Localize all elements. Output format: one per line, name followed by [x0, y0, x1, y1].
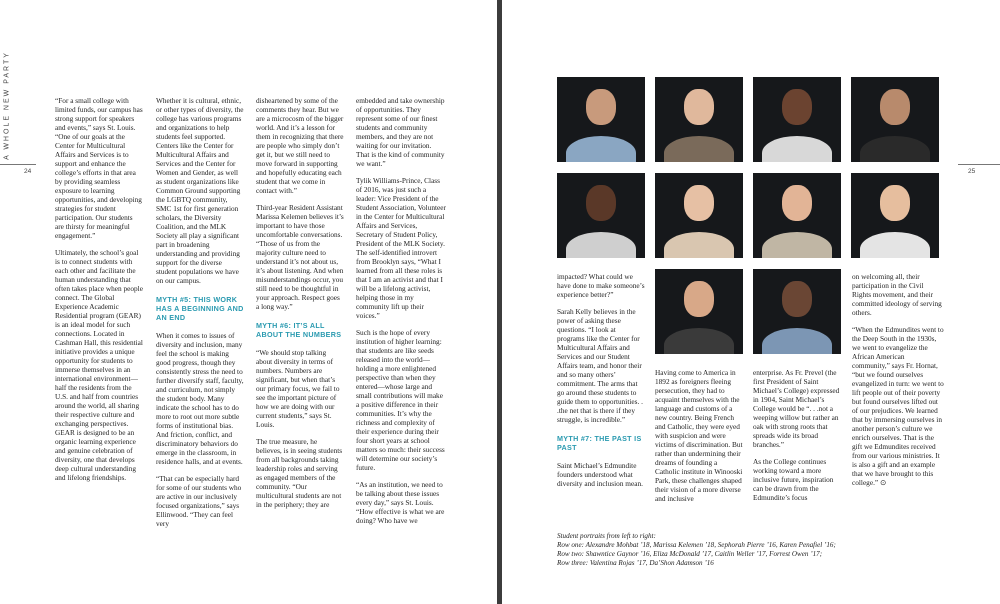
page-rule [958, 164, 1000, 165]
paragraph: disheartened by some of the comments they hear. But we are a microcosm of the bigger world. And it’s a lesson for them in recognizing that there are people who simply don’t get it, but we still need to move forward in supporting and hopefully educating each student that we come in contact with.” [256, 96, 344, 195]
student-portrait [753, 173, 841, 258]
text-column-4 [356, 96, 446, 533]
paragraph: embedded and take ownership of opportunities. They represent some of our finest students and community members, and they are not waiting for our invitation. That is the kind of community we want.” [356, 96, 445, 168]
paragraph: “That can be especially hard for some of our students who are active in our inclusively focused organizations,” says Ellinwood. “They can feel very [156, 474, 242, 528]
page-number: 24 [24, 168, 32, 175]
section-heading: MYTH #7: THE PAST IS PAST [557, 434, 642, 452]
running-title: A WHOLE NEW PARTY [3, 51, 11, 160]
paragraph: The true measure, he believes, is in seeing students from all backgrounds taking leadership roles and serving as engaged members of the community. “Our multicultural students are not in the periphery; they are [256, 437, 343, 509]
paragraph: Third-year Resident Assistant Marissa Kelemen believes it’s important to have those uncomfortable conversations. “Those of us from the majority culture need to understand it’s not about us, it’s about listening. And when misunderstandings occur, you still need to be thoughtful in your approach. Respect goes a long way.” [256, 203, 344, 311]
paragraph: Sarah Kelly believes in the power of asking these questions. “I look at programs like the Center for Multicultural Affairs and Services and our Student Affairs team, and honor their and so many others’ commitment. The arms that go around these students to guide them to opportunities. . .the net that is there if they struggle, is incredible.” [557, 307, 643, 424]
caption-line: Row one: Alexandre Mohbat ’18, Marissa Kelemen ’18, Sephorah Pierre ’16, Karen Penafiel ’16; [557, 541, 836, 549]
caption-line: Row three: Valentina Rojas ’17, Da’Shon Adamson ’16 [557, 559, 714, 567]
student-portrait [557, 173, 645, 258]
paragraph: Whether it is cultural, ethnic, or other types of diversity, the college has various programs and organizations to help students feel supported. Centers like the Center for Multicultural Affairs and Services and the Center for Women and Gender, as well as student organizations like Common Ground supporting the LGBTQ community, SMC 1st for first generation scholars, the Diversity Coalition, and the MLK Society all play a significant part in broadening understanding and providing support for the diverse student populations we have on our campus. [156, 96, 244, 285]
caption-line: Student portraits from left to right: [557, 532, 656, 540]
text-column-b [655, 368, 743, 511]
student-portrait [655, 269, 743, 354]
paragraph: “As an institution, we need to be talking about these issues every day,” says St. Louis. “How effective is what we are doing? Who have we [356, 480, 445, 525]
caption-line: Row two: Shawntice Gaynor ’16, Eliza McDonald ’17, Caitlin Weller ’17, Forrest Owen ’17; [557, 550, 823, 558]
paragraph: Such is the hope of every institution of higher learning: that students are like seeds released into the world—holding a more enlightened perspective than when they entered—whose large and small contributions will make a positive difference in their communities. It’s why the richness and complexity of their experience during their four short years at school matters so much: their success will determine our society’s future. [356, 328, 445, 472]
text-column-1 [55, 96, 143, 490]
page-rule [0, 164, 36, 165]
paragraph: “We should stop talking about diversity in terms of numbers. Numbers are significant, but when that’s our primary focus, we fail to see the important picture of how we are doing with our current students,” says St. Louis. [256, 348, 340, 429]
paragraph: As the College continues working toward a more inclusive future, inspiration can be drawn from the Edmundite’s focus [753, 457, 834, 502]
paragraph: Saint Michael’s Edmundite founders understood what diversity and inclusion mean. [557, 461, 643, 488]
section-heading: MYTH #6: IT’S ALL ABOUT THE NUMBERS [256, 321, 342, 339]
page-number: 25 [968, 168, 976, 175]
student-portrait [753, 77, 841, 162]
paragraph: Tylik Williams-Prince, Class of 2016, was just such a leader: Vice President of the Student Association, Volunteer in the Center for Multicultural Affairs and Services, Secretary of Student Policy, President of the MLK Society. The self-identified introvert from Brooklyn says, “What I learned from all these roles is that I am an activist and that I will be a lifelong activist, helping those in my community lift up their voices.” [356, 176, 446, 320]
student-portrait [655, 77, 743, 162]
paragraph: on welcoming all, their participation in the Civil Rights movement, and their committed ideology of serving others. [852, 272, 942, 317]
student-portrait [655, 173, 743, 258]
student-portrait [851, 77, 939, 162]
left-page [0, 0, 497, 604]
paragraph: Having come to America in 1892 as foreigners fleeing persecution, they had to acquaint themselves with the language and customs of a new country. Being French and Catholic, they were eyed with suspicion and were victims of discrimination. But rather than undermining their dreams of founding a Catholic institute in Winooski Park, these challenges shaped their vision of a more diverse and inclusive [655, 368, 743, 503]
section-heading: MYTH #5: THIS WORK HAS A BEGINNING AND AN END [156, 295, 244, 322]
paragraph: Ultimately, the school’s goal is to connect students with each other and facilitate the human understanding that often takes place when people connect. The Global Experience Academic Residential program (GEAR) is an ideal model for such connections. Located in Cashman Hall, this residential initiative provides a unique opportunity for students to immerse themselves in an international environment—half the residents from the U.S. and half from countries around the world, all sharing their respective culture and exchanging perspectives. GEAR is designed to be an organic learning experience and genuine celebration of diversity, one that develops deep cultural understanding and lifelong friendships. [55, 248, 143, 482]
right-page [502, 0, 1000, 604]
paragraph: When it comes to issues of diversity and inclusion, many feel the school is making good progress, though they consistently stress the need to further diversify staff, faculty, and curriculum, not simply the student body. Many indicate the school has to do more to root out more subtle forms of institutional bias. And friction, conflict, and discriminatory behaviors do emerge in the classroom, in residence halls, and at events. [156, 331, 244, 466]
text-column-2 [156, 96, 244, 536]
text-column-c [753, 368, 841, 510]
text-column-d [852, 272, 944, 495]
paragraph: “When the Edmundites went to the Deep South in the 1930s, we went to evangelize the African American community,” says Fr. Hornat, “but we found ourselves evangelized in turn: we went to lift people out of their poverty but found ourselves lifted out of our prejudices. We learned that by immersing ourselves in another person’s culture we enrich ourselves. That is the gift we Edmundites received from our various ministries. It is also a gift and an example that we have brought to this college.” ⊙ [852, 325, 944, 487]
text-column-a [557, 272, 645, 496]
student-portrait [851, 173, 939, 258]
photo-caption [557, 532, 836, 568]
paragraph: enterprise. As Fr. Prevel (the first President of Saint Michael’s College) expressed in 1904, Saint Michael’s College would be “. . .not a weeping willow but rather an oak with strong roots that spreads wide its broad branches.” [753, 368, 840, 449]
paragraph: impacted? What could we have done to make someone’s experience better?” [557, 272, 645, 299]
text-column-3 [256, 96, 344, 517]
student-portrait [753, 269, 841, 354]
paragraph: “For a small college with limited funds, our campus has strong support for speakers and events,” says St. Louis. “One of our goals at the Center for Multicultural Affairs and Services is to support and enhance the college’s efforts in that area by providing seamless exposure to learning opportunities, and developing strategies for student participation. Our students are thirsty for meaningful engagement.” [55, 96, 143, 240]
student-portrait [557, 77, 645, 162]
